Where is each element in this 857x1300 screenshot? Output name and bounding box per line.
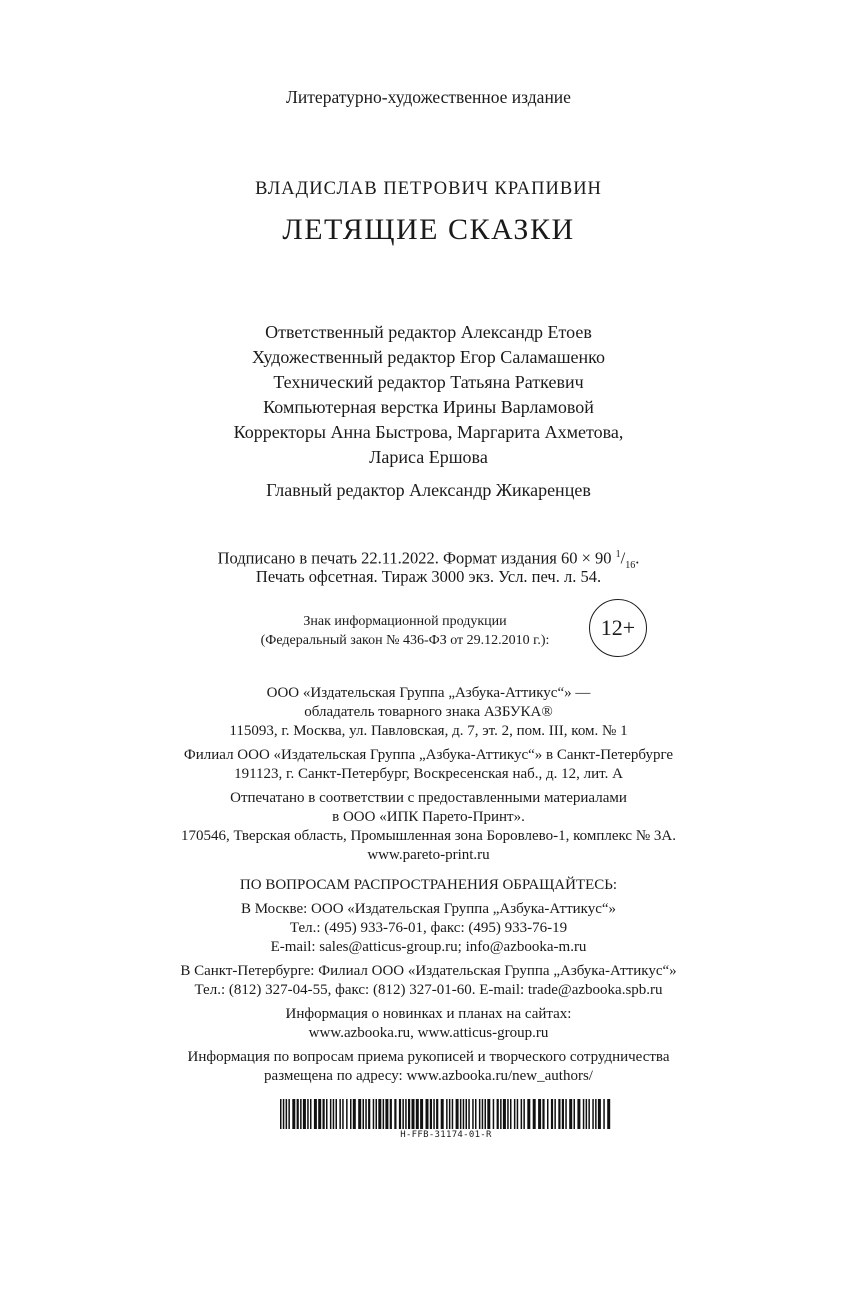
barcode-bar — [452, 1099, 454, 1129]
barcode-bar — [517, 1099, 519, 1129]
barcode-bar — [286, 1099, 288, 1129]
barcode-bar — [493, 1099, 495, 1129]
barcode-bar — [514, 1099, 516, 1129]
barcode-bar — [554, 1099, 556, 1129]
barcode-bar — [346, 1099, 348, 1129]
barcode-bar — [521, 1099, 523, 1129]
barcode-bar — [300, 1099, 302, 1129]
barcode-bar — [402, 1099, 404, 1129]
barcode-bar — [416, 1099, 419, 1129]
barcode-bar — [569, 1099, 572, 1129]
barcode-bar — [350, 1099, 352, 1129]
barcode-bar — [472, 1099, 474, 1129]
credits-block — [0, 320, 857, 470]
barcode-bar — [412, 1099, 415, 1129]
barcode-bar — [378, 1099, 381, 1129]
barcode-bar — [583, 1099, 585, 1129]
barcode-bar — [485, 1099, 487, 1129]
distribution-line: В Москве: ООО «Издательская Группа „Азбука-Аттикус“» — [240, 901, 617, 917]
barcode-bar — [426, 1099, 429, 1129]
barcode-bar — [542, 1099, 544, 1129]
barcode-bar — [353, 1099, 356, 1129]
info-product-line-2: (Федеральный закон № 436-ФЗ от 29.12.2010 г.): — [260, 633, 550, 648]
publisher-line: ООО «Издательская Группа „Азбука-Аттикус“» — — [266, 685, 591, 701]
publisher-line: в ООО «ИПК Парето-Принт». — [332, 809, 525, 825]
chief-editor: Главный редактор Александр Жикаренцев — [266, 480, 591, 500]
barcode-bar — [430, 1099, 432, 1129]
barcode-bar — [538, 1099, 541, 1129]
barcode — [280, 1099, 612, 1145]
barcode-bar — [577, 1099, 580, 1129]
barcode-bar — [449, 1099, 451, 1129]
distribution-line: Информация о новинках и планах на сайтах: — [285, 1006, 572, 1022]
barcode-bar — [562, 1099, 564, 1129]
credit-line: Лариса Ершова — [369, 447, 488, 467]
barcode-bar — [399, 1099, 401, 1129]
credit-line: Технический редактор Татьяна Раткевич — [273, 372, 584, 392]
author-name: ВЛАДИСЛАВ ПЕТРОВИЧ КРАПИВИН — [255, 179, 602, 199]
barcode-bar — [460, 1099, 462, 1129]
barcode-bar — [307, 1099, 309, 1129]
distribution-line: В Санкт-Петербурге: Филиал ООО «Издательская Группа „Азбука-Аттикус“» — [180, 963, 677, 979]
barcode-bar — [342, 1099, 344, 1129]
distribution-line: www.azbooka.ru, www.atticus-group.ru — [308, 1025, 549, 1041]
barcode-bar — [487, 1099, 490, 1129]
barcode-bar — [598, 1099, 601, 1129]
publisher-line: обладатель товарного знака АЗБУКА® — [304, 704, 553, 720]
barcode-bar — [280, 1099, 282, 1129]
barcode-bar — [318, 1099, 321, 1129]
barcode-bar — [446, 1099, 448, 1129]
barcode-bar — [433, 1099, 435, 1129]
barcode-bar — [390, 1099, 392, 1129]
barcode-bar — [441, 1099, 444, 1129]
barcode-bar — [385, 1099, 388, 1129]
info-product-line-1: Знак информационной продукции — [303, 614, 507, 629]
barcode-bars — [280, 1099, 612, 1129]
barcode-bar — [500, 1099, 502, 1129]
barcode-bar — [323, 1099, 325, 1129]
age-rating-text: 12+ — [600, 615, 636, 640]
edition-type: Литературно-художественное издание — [286, 87, 571, 107]
credit-line: Ответственный редактор Александр Етоев — [265, 322, 592, 342]
barcode-bar — [310, 1099, 312, 1129]
credit-line: Компьютерная верстка Ирины Варламовой — [263, 397, 594, 417]
barcode-bar — [547, 1099, 549, 1129]
print-info-line-2: Печать офсетная. Тираж 3000 экз. Усл. печ. л. 54. — [255, 567, 602, 586]
barcode-bar — [420, 1099, 423, 1129]
distribution-line: Тел.: (495) 933-76-01, факс: (495) 933-76-19 — [289, 920, 568, 936]
barcode-bar — [297, 1099, 299, 1129]
barcode-bar — [482, 1099, 484, 1129]
barcode-bar — [383, 1099, 385, 1129]
distribution-line: Информация по вопросам приема рукописей и творческого сотрудничества — [187, 1049, 670, 1065]
barcode-bar — [503, 1099, 506, 1129]
barcode-bar — [336, 1099, 338, 1129]
barcode-bar — [551, 1099, 553, 1129]
barcode-bar — [510, 1099, 512, 1129]
barcode-bar — [376, 1099, 378, 1129]
barcode-bar — [497, 1099, 499, 1129]
barcode-bar — [595, 1099, 597, 1129]
publisher-line: Филиал ООО «Издательская Группа „Азбука-Аттикус“» в Санкт-Петербурге — [183, 747, 674, 763]
barcode-bar — [565, 1099, 567, 1129]
format-slash: / — [620, 548, 626, 568]
book-title: ЛЕТЯЩИЕ СКАЗКИ — [282, 213, 575, 246]
credit-line: Художественный редактор Егор Саламашенко — [251, 347, 606, 367]
barcode-bar — [292, 1099, 295, 1129]
age-rating-badge — [589, 599, 647, 657]
barcode-bar — [363, 1099, 365, 1129]
distribution-line: Тел.: (812) 327-04-55, факс: (812) 327-01-60. E-mail: trade@azbooka.spb.ru — [194, 982, 663, 998]
barcode-bar — [405, 1099, 407, 1129]
publisher-line: 115093, г. Москва, ул. Павловская, д. 7, эт. 2, пом. III, ком. № 1 — [229, 723, 628, 739]
barcode-bar — [288, 1099, 290, 1129]
publisher-line: 191123, г. Санкт-Петербург, Воскресенская наб., д. 12, лит. А — [234, 766, 623, 782]
barcode-code: Н-FFB-31174-01-R — [400, 1130, 492, 1140]
barcode-bar — [523, 1099, 525, 1129]
barcode-bar — [373, 1099, 375, 1129]
barcode-bar — [314, 1099, 317, 1129]
barcode-bar — [558, 1099, 560, 1129]
barcode-bar — [588, 1099, 590, 1129]
credit-line: Корректоры Анна Быстрова, Маргарита Ахметова, — [233, 422, 624, 442]
publisher-line: Отпечатано в соответствии с предоставленными материалами — [230, 790, 627, 806]
barcode-bar — [283, 1099, 285, 1129]
print-info-line-1 — [0, 544, 857, 571]
info-product-label — [230, 612, 580, 650]
barcode-bar — [456, 1099, 459, 1129]
format-denominator: 16 — [625, 559, 636, 571]
barcode-bar — [333, 1099, 335, 1129]
barcode-bar — [303, 1099, 306, 1129]
barcode-bar — [368, 1099, 370, 1129]
barcode-bar — [507, 1099, 509, 1129]
publisher-line: 170546, Тверская область, Промышленная зона Боровлево-1, комплекс № 3А. — [181, 828, 676, 844]
publisher-line: www.pareto-print.ru — [367, 847, 490, 863]
barcode-bar — [339, 1099, 341, 1129]
barcode-bar — [436, 1099, 438, 1129]
barcode-bar — [479, 1099, 481, 1129]
format-numerator: 1 — [615, 549, 621, 560]
distribution-line: размещена по адресу: www.azbooka.ru/new_authors/ — [264, 1068, 593, 1084]
barcode-bar — [527, 1099, 530, 1129]
barcode-bar — [603, 1099, 605, 1129]
barcode-bar — [466, 1099, 468, 1129]
distribution-line: ПО ВОПРОСАМ РАСПРОСТРАНЕНИЯ ОБРАЩАЙТЕСЬ: — [239, 877, 618, 893]
barcode-bar — [394, 1099, 396, 1129]
print-info — [0, 544, 857, 588]
print-format-text: Подписано в печать 22.11.2022. Формат издания 60 × 90 — [217, 548, 616, 568]
barcode-bar — [326, 1099, 328, 1129]
barcode-bar — [475, 1099, 477, 1129]
print-format-end: . — [635, 548, 640, 568]
distribution-info — [0, 876, 857, 1086]
barcode-bar — [365, 1099, 367, 1129]
barcode-bar — [408, 1099, 410, 1129]
barcode-bar — [533, 1099, 536, 1129]
barcode-bar — [586, 1099, 588, 1129]
barcode-bar — [607, 1099, 610, 1129]
distribution-line: E-mail: sales@atticus-group.ru; info@azbooka-m.ru — [270, 939, 587, 955]
barcode-bar — [468, 1099, 470, 1129]
publisher-info — [0, 684, 857, 865]
barcode-bar — [574, 1099, 576, 1129]
barcode-bar — [592, 1099, 594, 1129]
barcode-bar — [463, 1099, 465, 1129]
barcode-bar — [330, 1099, 332, 1129]
barcode-bar — [358, 1099, 361, 1129]
